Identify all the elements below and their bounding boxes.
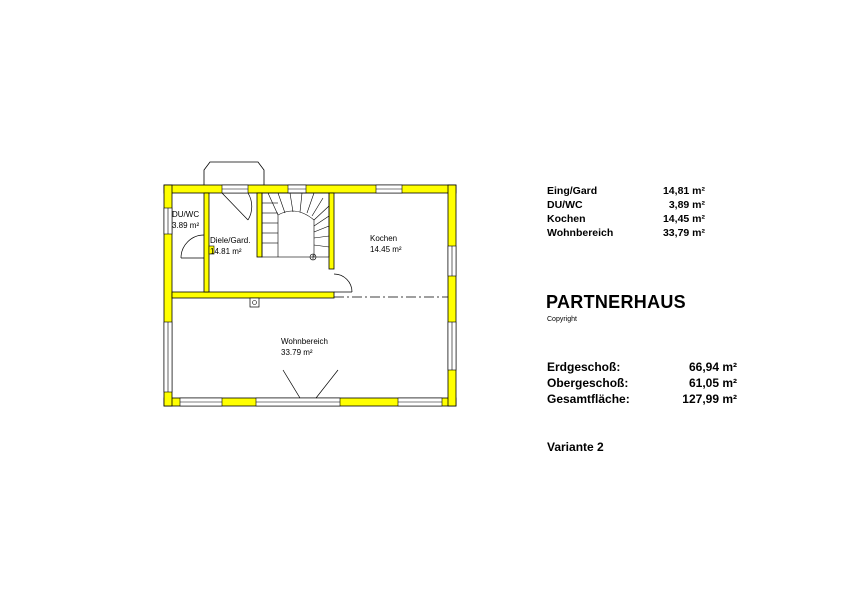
room-label-diele: Diele/Gard. xyxy=(210,236,251,245)
area-totals xyxy=(547,359,737,407)
area-label: Eing/Gard xyxy=(547,185,598,197)
room-label-du-wc: DU/WC xyxy=(172,210,200,219)
total-value: 61,05 m² xyxy=(688,376,737,390)
room-label-wohnbereich: Wohnbereich xyxy=(281,337,328,346)
room-label-kochen: Kochen xyxy=(370,234,398,243)
room-area-diele: 14.81 m² xyxy=(210,247,242,256)
staircase xyxy=(262,193,329,260)
total-label: Gesamtfläche: xyxy=(547,392,630,406)
area-label: Kochen xyxy=(547,213,586,225)
list-item xyxy=(547,198,705,212)
house-title: PARTNERHAUS xyxy=(546,292,686,312)
area-value: 14,81 m² xyxy=(662,185,705,197)
total-row xyxy=(547,391,737,407)
area-label: Wohnbereich xyxy=(547,227,614,239)
list-item xyxy=(547,212,705,226)
room-area-wohnbereich: 33.79 m² xyxy=(281,348,313,357)
total-label: Obergeschoß: xyxy=(547,376,629,390)
total-value: 66,94 m² xyxy=(688,360,737,374)
room-area-du-wc: 3.89 m² xyxy=(172,221,200,230)
variant-label: Variante 2 xyxy=(547,440,604,454)
list-item xyxy=(547,184,705,198)
total-row xyxy=(547,359,737,375)
total-row xyxy=(547,375,737,391)
room-area-kochen: 14.45 m² xyxy=(370,245,402,254)
area-value: 3,89 m² xyxy=(668,199,705,211)
total-label: Erdgeschoß: xyxy=(547,360,621,374)
interior-walls xyxy=(172,193,334,298)
copyright-note: Copyright xyxy=(547,316,577,323)
stove-icon xyxy=(250,298,259,307)
total-value: 127,99 m² xyxy=(682,392,737,406)
bay-projection xyxy=(204,162,264,185)
list-item xyxy=(547,226,705,240)
area-value: 33,79 m² xyxy=(662,227,705,239)
area-value: 14,45 m² xyxy=(662,213,705,225)
room-area-list xyxy=(547,184,705,240)
area-label: DU/WC xyxy=(547,199,583,211)
